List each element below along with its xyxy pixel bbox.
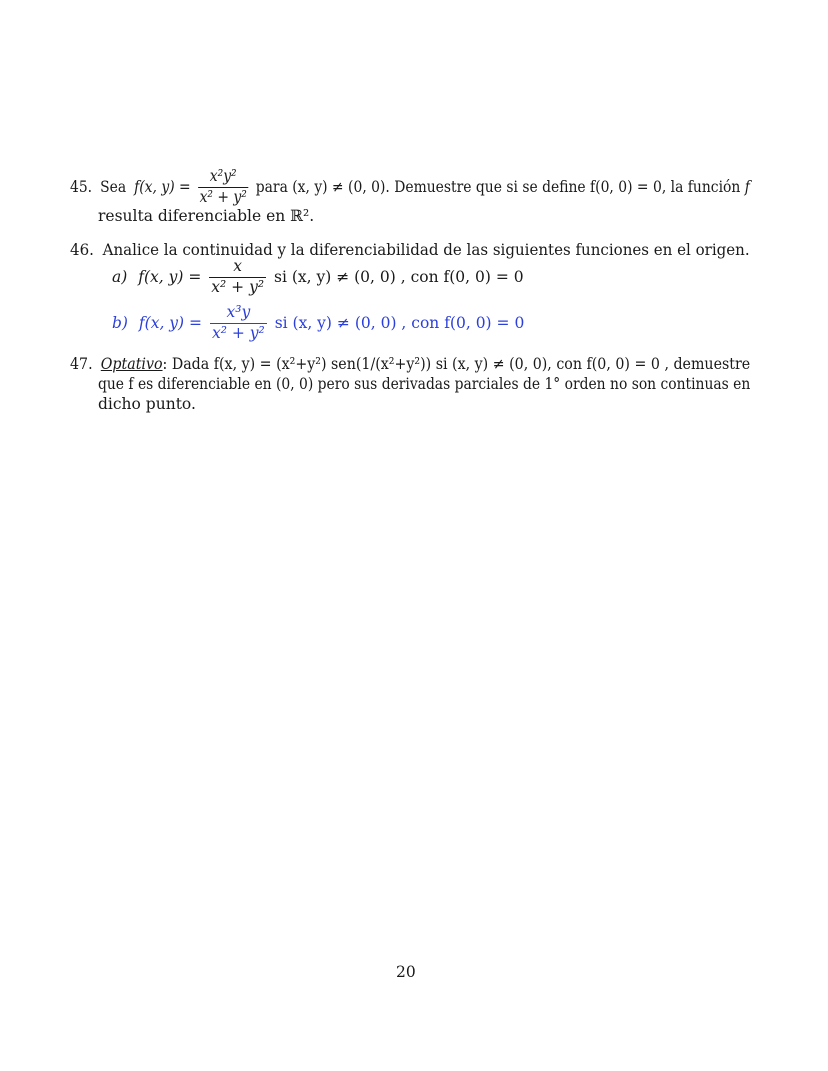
problem-text: dicho punto.: [98, 395, 196, 413]
function-head: f(x, y) =: [138, 268, 202, 286]
fraction: [209, 259, 266, 295]
problem-45-line-2: [98, 209, 314, 225]
problem-text: Analice la continuidad y la diferenciabilidad de las siguientes funciones en el origen.: [102, 241, 750, 259]
problem-46-item-a: [112, 257, 524, 296]
problem-number: 45.: [70, 178, 93, 196]
problem-text: que f es diferenciable en (0, 0) pero sus derivadas parciales de 1° orden no son continuas en: [98, 375, 751, 393]
problem-text: f(0, 0) = 0, la función: [590, 178, 741, 196]
item-label: a): [112, 268, 128, 286]
problem-46-intro: [70, 243, 750, 259]
problem-text: : Dada f(x, y) = (x²+y²) sen(1/(x²+y²)) si (x, y) ≠ (0, 0), con f(0, 0) = 0 , demuestre: [162, 355, 751, 373]
problem-47-line-3: [98, 397, 196, 413]
problem-47-line-2: [98, 377, 750, 393]
function-symbol: f: [744, 178, 750, 196]
fraction-numerator: x: [233, 257, 243, 275]
fraction-denominator: x² + y²: [211, 277, 265, 296]
page-number: 20: [396, 963, 416, 981]
problem-text: si (x, y) ≠ (0, 0) , con f(0, 0) = 0: [274, 268, 524, 286]
function-head: f(x, y) =: [138, 314, 203, 332]
problem-number: 47.: [70, 355, 93, 373]
fraction-numerator: x³y: [226, 303, 251, 321]
function-head: f(x, y) =: [134, 178, 191, 196]
problem-text: resulta diferenciable en ℝ².: [98, 207, 315, 225]
problem-text: para (x, y) ≠ (0, 0). Demuestre que si se define: [255, 178, 586, 196]
problem-text: si (x, y) ≠ (0, 0) , con f(0, 0) = 0: [274, 314, 525, 332]
fraction-numerator: x²y²: [209, 167, 237, 185]
fraction: [210, 305, 267, 341]
optional-label: Optativo: [100, 355, 163, 373]
problem-47-line-1: [70, 357, 750, 373]
problem-number: 46.: [70, 241, 94, 259]
problem-text: Sea: [100, 178, 127, 196]
fraction: [198, 169, 249, 205]
item-label: b): [112, 314, 128, 332]
problem-45-line-1: [70, 167, 750, 206]
fraction-denominator: x² + y²: [211, 323, 265, 342]
problem-46-item-b: [112, 303, 525, 342]
fraction-denominator: x² + y²: [199, 187, 247, 206]
